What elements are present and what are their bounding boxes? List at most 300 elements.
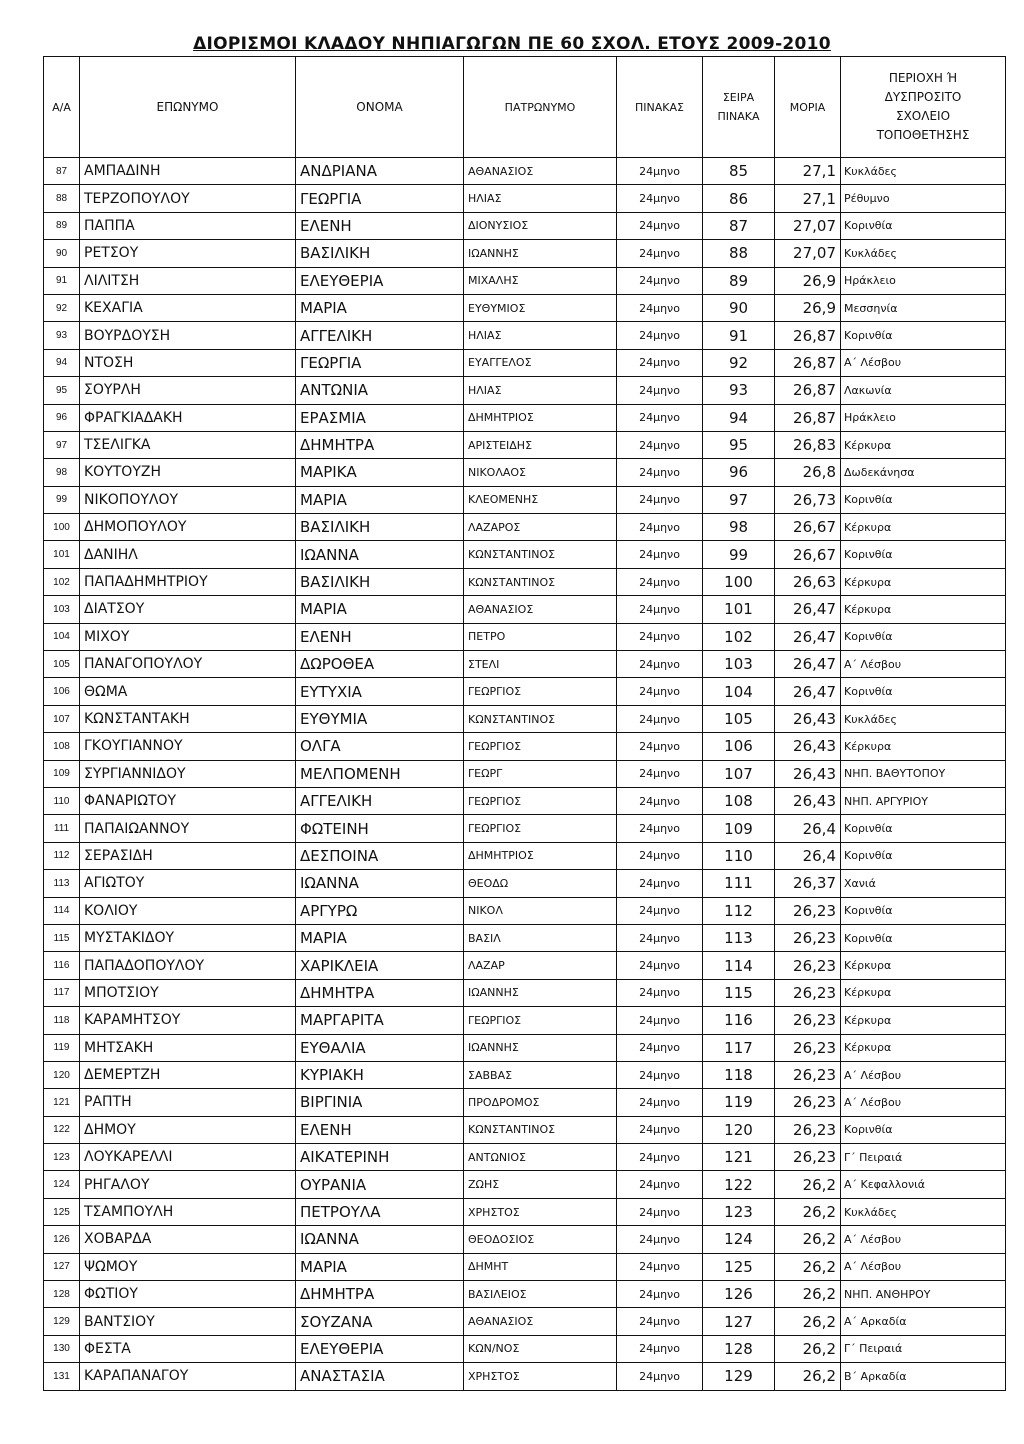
placement-area-cell: Μεσσηνία bbox=[841, 294, 1006, 321]
father-name-cell: ΕΥΘΥΜΙΟΣ bbox=[464, 294, 617, 321]
table-type-cell: 24μηνο bbox=[617, 404, 703, 431]
table-row bbox=[44, 322, 1006, 349]
name-cell: ΦΩΤΕΙΝΗ bbox=[296, 815, 464, 842]
father-name-cell: ΑΘΑΝΑΣΙΟΣ bbox=[464, 158, 617, 185]
surname-cell: ΜΙΧΟΥ bbox=[80, 623, 296, 650]
name-cell: ΠΕΤΡΟΥΛΑ bbox=[296, 1198, 464, 1225]
table-row bbox=[44, 1335, 1006, 1362]
table-row bbox=[44, 1308, 1006, 1335]
aa-cell: 120 bbox=[44, 1061, 80, 1088]
name-cell: ΑΓΓΕΛΙΚΗ bbox=[296, 322, 464, 349]
father-name-cell: ΑΝΤΩΝΙΟΣ bbox=[464, 1144, 617, 1171]
table-type-cell: 24μηνο bbox=[617, 1116, 703, 1143]
name-cell: ΒΙΡΓΙΝΙΑ bbox=[296, 1089, 464, 1116]
table-row bbox=[44, 1171, 1006, 1198]
header-points: ΜΟΡΙΑ bbox=[775, 57, 841, 158]
name-cell: ΙΩΑΝΝΑ bbox=[296, 541, 464, 568]
father-name-cell: ΚΩΝΣΤΑΝΤΙΝΟΣ bbox=[464, 568, 617, 595]
table-type-cell: 24μηνο bbox=[617, 1144, 703, 1171]
surname-cell: ΔΙΑΤΣΟΥ bbox=[80, 596, 296, 623]
aa-cell: 91 bbox=[44, 267, 80, 294]
header-area bbox=[841, 57, 1006, 158]
aa-cell: 107 bbox=[44, 705, 80, 732]
name-cell: ΕΛΕΝΗ bbox=[296, 212, 464, 239]
surname-cell: ΤΣΕΛΙΓΚΑ bbox=[80, 431, 296, 458]
sequence-cell: 94 bbox=[703, 404, 775, 431]
header-area-line1: ΠΕΡΙΟΧΗ Ή bbox=[888, 71, 958, 85]
surname-cell: ΚΑΡΑΜΗΤΣΟΥ bbox=[80, 1007, 296, 1034]
sequence-cell: 120 bbox=[703, 1116, 775, 1143]
points-cell: 26,23 bbox=[775, 1144, 841, 1171]
sequence-cell: 91 bbox=[703, 322, 775, 349]
surname-cell: ΜΥΣΤΑΚΙΔΟΥ bbox=[80, 924, 296, 951]
name-cell: ΑΡΓΥΡΩ bbox=[296, 897, 464, 924]
placement-area-cell: Β΄ Αρκαδία bbox=[841, 1363, 1006, 1390]
name-cell: ΚΥΡΙΑΚΗ bbox=[296, 1061, 464, 1088]
points-cell: 26,9 bbox=[775, 267, 841, 294]
sequence-cell: 90 bbox=[703, 294, 775, 321]
father-name-cell: ΒΑΣΙΛ bbox=[464, 924, 617, 951]
sequence-cell: 114 bbox=[703, 952, 775, 979]
aa-cell: 89 bbox=[44, 212, 80, 239]
surname-cell: ΤΣΑΜΠΟΥΛΗ bbox=[80, 1198, 296, 1225]
points-cell: 26,2 bbox=[775, 1281, 841, 1308]
table-row bbox=[44, 1144, 1006, 1171]
header-row bbox=[44, 57, 1006, 158]
points-cell: 26,2 bbox=[775, 1253, 841, 1280]
sequence-cell: 112 bbox=[703, 897, 775, 924]
father-name-cell: ΙΩΑΝΝΗΣ bbox=[464, 1034, 617, 1061]
sequence-cell: 100 bbox=[703, 568, 775, 595]
points-cell: 26,47 bbox=[775, 678, 841, 705]
father-name-cell: ΗΛΙΑΣ bbox=[464, 322, 617, 349]
placement-area-cell: Α΄ Αρκαδία bbox=[841, 1308, 1006, 1335]
placement-area-cell: Γ΄ Πειραιά bbox=[841, 1144, 1006, 1171]
header-seq-line1: ΣΕΙΡΑ bbox=[722, 91, 755, 104]
sequence-cell: 101 bbox=[703, 596, 775, 623]
header-aa: Α/Α bbox=[44, 57, 80, 158]
sequence-cell: 96 bbox=[703, 459, 775, 486]
father-name-cell: ΓΕΩΡΓΙΟΣ bbox=[464, 678, 617, 705]
aa-cell: 101 bbox=[44, 541, 80, 568]
placement-area-cell: Α΄ Λέσβου bbox=[841, 349, 1006, 376]
placement-area-cell: Κέρκυρα bbox=[841, 1007, 1006, 1034]
surname-cell: ΒΑΝΤΣΙΟΥ bbox=[80, 1308, 296, 1335]
header-name: ΟΝΟΜΑ bbox=[296, 57, 464, 158]
table-type-cell: 24μηνο bbox=[617, 431, 703, 458]
sequence-cell: 93 bbox=[703, 377, 775, 404]
points-cell: 26,23 bbox=[775, 897, 841, 924]
aa-cell: 109 bbox=[44, 760, 80, 787]
aa-cell: 111 bbox=[44, 815, 80, 842]
aa-cell: 99 bbox=[44, 486, 80, 513]
placement-area-cell: Κέρκυρα bbox=[841, 514, 1006, 541]
name-cell: ΜΑΡΙΑ bbox=[296, 294, 464, 321]
points-cell: 27,07 bbox=[775, 240, 841, 267]
surname-cell: ΔΕΜΕΡΤΖΗ bbox=[80, 1061, 296, 1088]
sequence-cell: 99 bbox=[703, 541, 775, 568]
sequence-cell: 102 bbox=[703, 623, 775, 650]
surname-cell: ΔΗΜΟΥ bbox=[80, 1116, 296, 1143]
father-name-cell: ΓΕΩΡΓ bbox=[464, 760, 617, 787]
sequence-cell: 117 bbox=[703, 1034, 775, 1061]
father-name-cell: ΝΙΚΟΛ bbox=[464, 897, 617, 924]
table-type-cell: 24μηνο bbox=[617, 1363, 703, 1390]
sequence-cell: 109 bbox=[703, 815, 775, 842]
name-cell: ΜΑΡΙΑ bbox=[296, 924, 464, 951]
aa-cell: 96 bbox=[44, 404, 80, 431]
table-row bbox=[44, 1089, 1006, 1116]
aa-cell: 114 bbox=[44, 897, 80, 924]
table-row bbox=[44, 678, 1006, 705]
surname-cell: ΛΟΥΚΑΡΕΛΛΙ bbox=[80, 1144, 296, 1171]
placement-area-cell: Κυκλάδες bbox=[841, 240, 1006, 267]
sequence-cell: 123 bbox=[703, 1198, 775, 1225]
placement-area-cell: Λακωνία bbox=[841, 377, 1006, 404]
points-cell: 26,73 bbox=[775, 486, 841, 513]
table-type-cell: 24μηνο bbox=[617, 678, 703, 705]
table-type-cell: 24μηνο bbox=[617, 705, 703, 732]
points-cell: 26,67 bbox=[775, 514, 841, 541]
points-cell: 26,2 bbox=[775, 1198, 841, 1225]
table-type-cell: 24μηνο bbox=[617, 1034, 703, 1061]
table-type-cell: 24μηνο bbox=[617, 1281, 703, 1308]
header-seq-line2: ΠΙΝΑΚΑ bbox=[717, 110, 760, 123]
placement-area-cell: Κυκλάδες bbox=[841, 705, 1006, 732]
points-cell: 26,47 bbox=[775, 651, 841, 678]
name-cell: ΕΛΕΝΗ bbox=[296, 1116, 464, 1143]
name-cell: ΓΕΩΡΓΙΑ bbox=[296, 349, 464, 376]
sequence-cell: 105 bbox=[703, 705, 775, 732]
sequence-cell: 122 bbox=[703, 1171, 775, 1198]
surname-cell: ΦΡΑΓΚΙΑΔΑΚΗ bbox=[80, 404, 296, 431]
table-type-cell: 24μηνο bbox=[617, 294, 703, 321]
placement-area-cell: Κορινθία bbox=[841, 924, 1006, 951]
placement-area-cell: Κορινθία bbox=[841, 897, 1006, 924]
table-row bbox=[44, 431, 1006, 458]
surname-cell: ΠΑΠΠΑ bbox=[80, 212, 296, 239]
father-name-cell: ΚΩΝ/ΝΟΣ bbox=[464, 1335, 617, 1362]
surname-cell: ΠΑΠΑΔΟΠΟΥΛΟΥ bbox=[80, 952, 296, 979]
table-type-cell: 24μηνο bbox=[617, 787, 703, 814]
header-seq bbox=[703, 57, 775, 158]
table-type-cell: 24μηνο bbox=[617, 1061, 703, 1088]
points-cell: 26,23 bbox=[775, 1061, 841, 1088]
table-row bbox=[44, 541, 1006, 568]
surname-cell: ΣΕΡΑΣΙΔΗ bbox=[80, 842, 296, 869]
surname-cell: ΠΑΠΑΙΩΑΝΝΟΥ bbox=[80, 815, 296, 842]
table-type-cell: 24μηνο bbox=[617, 1226, 703, 1253]
aa-cell: 118 bbox=[44, 1007, 80, 1034]
sequence-cell: 125 bbox=[703, 1253, 775, 1280]
sequence-cell: 107 bbox=[703, 760, 775, 787]
surname-cell: ΘΩΜΑ bbox=[80, 678, 296, 705]
name-cell: ΒΑΣΙΛΙΚΗ bbox=[296, 514, 464, 541]
aa-cell: 102 bbox=[44, 568, 80, 595]
table-type-cell: 24μηνο bbox=[617, 267, 703, 294]
table-type-cell: 24μηνο bbox=[617, 158, 703, 185]
name-cell: ΕΛΕΥΘΕΡΙΑ bbox=[296, 267, 464, 294]
name-cell: ΑΝΔΡΙΑΝΑ bbox=[296, 158, 464, 185]
points-cell: 26,4 bbox=[775, 842, 841, 869]
table-row bbox=[44, 842, 1006, 869]
placement-area-cell: Κορινθία bbox=[841, 486, 1006, 513]
aa-cell: 125 bbox=[44, 1198, 80, 1225]
table-row bbox=[44, 897, 1006, 924]
father-name-cell: ΝΙΚΟΛΑΟΣ bbox=[464, 459, 617, 486]
points-cell: 26,47 bbox=[775, 623, 841, 650]
points-cell: 26,37 bbox=[775, 870, 841, 897]
points-cell: 26,87 bbox=[775, 349, 841, 376]
father-name-cell: ΑΘΑΝΑΣΙΟΣ bbox=[464, 596, 617, 623]
sequence-cell: 108 bbox=[703, 787, 775, 814]
table-row bbox=[44, 240, 1006, 267]
points-cell: 26,23 bbox=[775, 952, 841, 979]
surname-cell: ΨΩΜΟΥ bbox=[80, 1253, 296, 1280]
table-row bbox=[44, 185, 1006, 212]
table-row bbox=[44, 212, 1006, 239]
sequence-cell: 97 bbox=[703, 486, 775, 513]
aa-cell: 129 bbox=[44, 1308, 80, 1335]
placement-area-cell: Κορινθία bbox=[841, 212, 1006, 239]
aa-cell: 110 bbox=[44, 787, 80, 814]
sequence-cell: 111 bbox=[703, 870, 775, 897]
table-row bbox=[44, 1116, 1006, 1143]
name-cell: ΕΥΤΥΧΙΑ bbox=[296, 678, 464, 705]
name-cell: ΕΥΘΥΜΙΑ bbox=[296, 705, 464, 732]
table-row bbox=[44, 158, 1006, 185]
placement-area-cell: Α΄ Λέσβου bbox=[841, 1089, 1006, 1116]
aa-cell: 113 bbox=[44, 870, 80, 897]
name-cell: ΜΑΡΓΑΡΙΤΑ bbox=[296, 1007, 464, 1034]
sequence-cell: 119 bbox=[703, 1089, 775, 1116]
sequence-cell: 104 bbox=[703, 678, 775, 705]
sequence-cell: 118 bbox=[703, 1061, 775, 1088]
name-cell: ΟΥΡΑΝΙΑ bbox=[296, 1171, 464, 1198]
table-row bbox=[44, 815, 1006, 842]
sequence-cell: 98 bbox=[703, 514, 775, 541]
placement-area-cell: ΝΗΠ. ΑΝΘΗΡΟΥ bbox=[841, 1281, 1006, 1308]
father-name-cell: ΙΩΑΝΝΗΣ bbox=[464, 240, 617, 267]
table-type-cell: 24μηνο bbox=[617, 924, 703, 951]
placement-area-cell: Δωδεκάνησα bbox=[841, 459, 1006, 486]
table-row bbox=[44, 1007, 1006, 1034]
table-row bbox=[44, 377, 1006, 404]
table-type-cell: 24μηνο bbox=[617, 842, 703, 869]
table-type-cell: 24μηνο bbox=[617, 568, 703, 595]
table-type-cell: 24μηνο bbox=[617, 897, 703, 924]
aa-cell: 117 bbox=[44, 979, 80, 1006]
surname-cell: ΑΜΠΑΔΙΝΗ bbox=[80, 158, 296, 185]
aa-cell: 128 bbox=[44, 1281, 80, 1308]
sequence-cell: 88 bbox=[703, 240, 775, 267]
aa-cell: 97 bbox=[44, 431, 80, 458]
father-name-cell: ΣΑΒΒΑΣ bbox=[464, 1061, 617, 1088]
surname-cell: ΚΕΧΑΓΙΑ bbox=[80, 294, 296, 321]
table-row bbox=[44, 787, 1006, 814]
name-cell: ΒΑΣΙΛΙΚΗ bbox=[296, 568, 464, 595]
name-cell: ΔΗΜΗΤΡΑ bbox=[296, 1281, 464, 1308]
aa-cell: 116 bbox=[44, 952, 80, 979]
table-type-cell: 24μηνο bbox=[617, 240, 703, 267]
table-type-cell: 24μηνο bbox=[617, 459, 703, 486]
placement-area-cell: Κέρκυρα bbox=[841, 596, 1006, 623]
placement-area-cell: Α΄ Λέσβου bbox=[841, 1061, 1006, 1088]
name-cell: ΔΩΡΟΘΕΑ bbox=[296, 651, 464, 678]
table-row bbox=[44, 514, 1006, 541]
table-type-cell: 24μηνο bbox=[617, 514, 703, 541]
father-name-cell: ΓΕΩΡΓΙΟΣ bbox=[464, 815, 617, 842]
points-cell: 26,2 bbox=[775, 1363, 841, 1390]
header-table: ΠΙΝΑΚΑΣ bbox=[617, 57, 703, 158]
name-cell: ΑΝΤΩΝΙΑ bbox=[296, 377, 464, 404]
placement-area-cell: Ηράκλειο bbox=[841, 267, 1006, 294]
table-row bbox=[44, 404, 1006, 431]
father-name-cell: ΓΕΩΡΓΙΟΣ bbox=[464, 787, 617, 814]
surname-cell: ΔΑΝΙΗΛ bbox=[80, 541, 296, 568]
table-type-cell: 24μηνο bbox=[617, 596, 703, 623]
aa-cell: 127 bbox=[44, 1253, 80, 1280]
name-cell: ΜΕΛΠΟΜΕΝΗ bbox=[296, 760, 464, 787]
aa-cell: 122 bbox=[44, 1116, 80, 1143]
surname-cell: ΦΑΝΑΡΙΩΤΟΥ bbox=[80, 787, 296, 814]
name-cell: ΔΗΜΗΤΡΑ bbox=[296, 431, 464, 458]
father-name-cell: ΕΥΑΓΓΕΛΟΣ bbox=[464, 349, 617, 376]
surname-cell: ΦΕΣΤΑ bbox=[80, 1335, 296, 1362]
father-name-cell: ΛΑΖΑΡΟΣ bbox=[464, 514, 617, 541]
placement-area-cell: Κορινθία bbox=[841, 678, 1006, 705]
placement-area-cell: Κυκλάδες bbox=[841, 1198, 1006, 1225]
name-cell: ΔΗΜΗΤΡΑ bbox=[296, 979, 464, 1006]
father-name-cell: ΠΕΤΡΟ bbox=[464, 623, 617, 650]
name-cell: ΕΛΕΥΘΕΡΙΑ bbox=[296, 1335, 464, 1362]
points-cell: 26,2 bbox=[775, 1308, 841, 1335]
name-cell: ΕΥΘΑΛΙΑ bbox=[296, 1034, 464, 1061]
points-cell: 27,07 bbox=[775, 212, 841, 239]
table-row bbox=[44, 1363, 1006, 1390]
table-body bbox=[44, 158, 1006, 1391]
points-cell: 26,87 bbox=[775, 404, 841, 431]
placement-area-cell: Κέρκυρα bbox=[841, 1034, 1006, 1061]
name-cell: ΔΕΣΠΟΙΝΑ bbox=[296, 842, 464, 869]
sequence-cell: 87 bbox=[703, 212, 775, 239]
name-cell: ΧΑΡΙΚΛΕΙΑ bbox=[296, 952, 464, 979]
aa-cell: 87 bbox=[44, 158, 80, 185]
table-type-cell: 24μηνο bbox=[617, 1308, 703, 1335]
table-type-cell: 24μηνο bbox=[617, 1007, 703, 1034]
aa-cell: 94 bbox=[44, 349, 80, 376]
sequence-cell: 124 bbox=[703, 1226, 775, 1253]
appointments-table bbox=[43, 56, 1006, 1391]
surname-cell: ΚΩΝΣΤΑΝΤΑΚΗ bbox=[80, 705, 296, 732]
name-cell: ΕΛΕΝΗ bbox=[296, 623, 464, 650]
name-cell: ΙΩΑΝΝΑ bbox=[296, 870, 464, 897]
surname-cell: ΠΑΝΑΓΟΠΟΥΛΟΥ bbox=[80, 651, 296, 678]
aa-cell: 104 bbox=[44, 623, 80, 650]
aa-cell: 121 bbox=[44, 1089, 80, 1116]
sequence-cell: 92 bbox=[703, 349, 775, 376]
points-cell: 26,43 bbox=[775, 760, 841, 787]
father-name-cell: ΗΛΙΑΣ bbox=[464, 377, 617, 404]
points-cell: 27,1 bbox=[775, 185, 841, 212]
placement-area-cell: ΝΗΠ. ΑΡΓΥΡΙΟΥ bbox=[841, 787, 1006, 814]
surname-cell: ΣΥΡΓΙΑΝΝΙΔΟΥ bbox=[80, 760, 296, 787]
sequence-cell: 116 bbox=[703, 1007, 775, 1034]
surname-cell: ΚΑΡΑΠΑΝΑΓΟΥ bbox=[80, 1363, 296, 1390]
father-name-cell: ΧΡΗΣΤΟΣ bbox=[464, 1198, 617, 1225]
aa-cell: 112 bbox=[44, 842, 80, 869]
aa-cell: 108 bbox=[44, 733, 80, 760]
aa-cell: 93 bbox=[44, 322, 80, 349]
table-row bbox=[44, 596, 1006, 623]
table-row bbox=[44, 623, 1006, 650]
sequence-cell: 103 bbox=[703, 651, 775, 678]
aa-cell: 88 bbox=[44, 185, 80, 212]
aa-cell: 95 bbox=[44, 377, 80, 404]
father-name-cell: ΠΡΟΔΡΟΜΟΣ bbox=[464, 1089, 617, 1116]
surname-cell: ΔΗΜΟΠΟΥΛΟΥ bbox=[80, 514, 296, 541]
father-name-cell: ΑΡΙΣΤΕΙΔΗΣ bbox=[464, 431, 617, 458]
father-name-cell: ΙΩΑΝΝΗΣ bbox=[464, 979, 617, 1006]
points-cell: 26,8 bbox=[775, 459, 841, 486]
table-type-cell: 24μηνο bbox=[617, 733, 703, 760]
placement-area-cell: Κέρκυρα bbox=[841, 568, 1006, 595]
points-cell: 26,23 bbox=[775, 1089, 841, 1116]
name-cell: ΒΑΣΙΛΙΚΗ bbox=[296, 240, 464, 267]
aa-cell: 115 bbox=[44, 924, 80, 951]
points-cell: 26,23 bbox=[775, 979, 841, 1006]
table-row bbox=[44, 1226, 1006, 1253]
table-row bbox=[44, 349, 1006, 376]
name-cell: ΜΑΡΙΑ bbox=[296, 596, 464, 623]
points-cell: 27,1 bbox=[775, 158, 841, 185]
table-type-cell: 24μηνο bbox=[617, 760, 703, 787]
father-name-cell: ΔΙΟΝΥΣΙΟΣ bbox=[464, 212, 617, 239]
table-type-cell: 24μηνο bbox=[617, 651, 703, 678]
points-cell: 26,63 bbox=[775, 568, 841, 595]
sequence-cell: 128 bbox=[703, 1335, 775, 1362]
table-row bbox=[44, 459, 1006, 486]
father-name-cell: ΒΑΣΙΛΕΙΟΣ bbox=[464, 1281, 617, 1308]
points-cell: 26,43 bbox=[775, 705, 841, 732]
name-cell: ΑΝΑΣΤΑΣΙΑ bbox=[296, 1363, 464, 1390]
name-cell: ΓΕΩΡΓΙΑ bbox=[296, 185, 464, 212]
table-type-cell: 24μηνο bbox=[617, 1089, 703, 1116]
father-name-cell: ΜΙΧΑΛΗΣ bbox=[464, 267, 617, 294]
placement-area-cell: Α΄ Λέσβου bbox=[841, 1253, 1006, 1280]
placement-area-cell: ΝΗΠ. ΒΑΘΥΤΟΠΟΥ bbox=[841, 760, 1006, 787]
aa-cell: 105 bbox=[44, 651, 80, 678]
placement-area-cell: Γ΄ Πειραιά bbox=[841, 1335, 1006, 1362]
table-row bbox=[44, 705, 1006, 732]
table-row bbox=[44, 1253, 1006, 1280]
father-name-cell: ΖΩΗΣ bbox=[464, 1171, 617, 1198]
points-cell: 26,47 bbox=[775, 596, 841, 623]
aa-cell: 126 bbox=[44, 1226, 80, 1253]
name-cell: ΟΛΓΑ bbox=[296, 733, 464, 760]
table-type-cell: 24μηνο bbox=[617, 212, 703, 239]
points-cell: 26,43 bbox=[775, 733, 841, 760]
table-row bbox=[44, 1034, 1006, 1061]
surname-cell: ΓΚΟΥΓΙΑΝΝΟΥ bbox=[80, 733, 296, 760]
sequence-cell: 89 bbox=[703, 267, 775, 294]
placement-area-cell: Α΄ Κεφαλλονιά bbox=[841, 1171, 1006, 1198]
placement-area-cell: Κορινθία bbox=[841, 322, 1006, 349]
placement-area-cell: Κυκλάδες bbox=[841, 158, 1006, 185]
table-type-cell: 24μηνο bbox=[617, 1253, 703, 1280]
header-father: ΠΑΤΡΩΝΥΜΟ bbox=[464, 57, 617, 158]
table-type-cell: 24μηνο bbox=[617, 377, 703, 404]
